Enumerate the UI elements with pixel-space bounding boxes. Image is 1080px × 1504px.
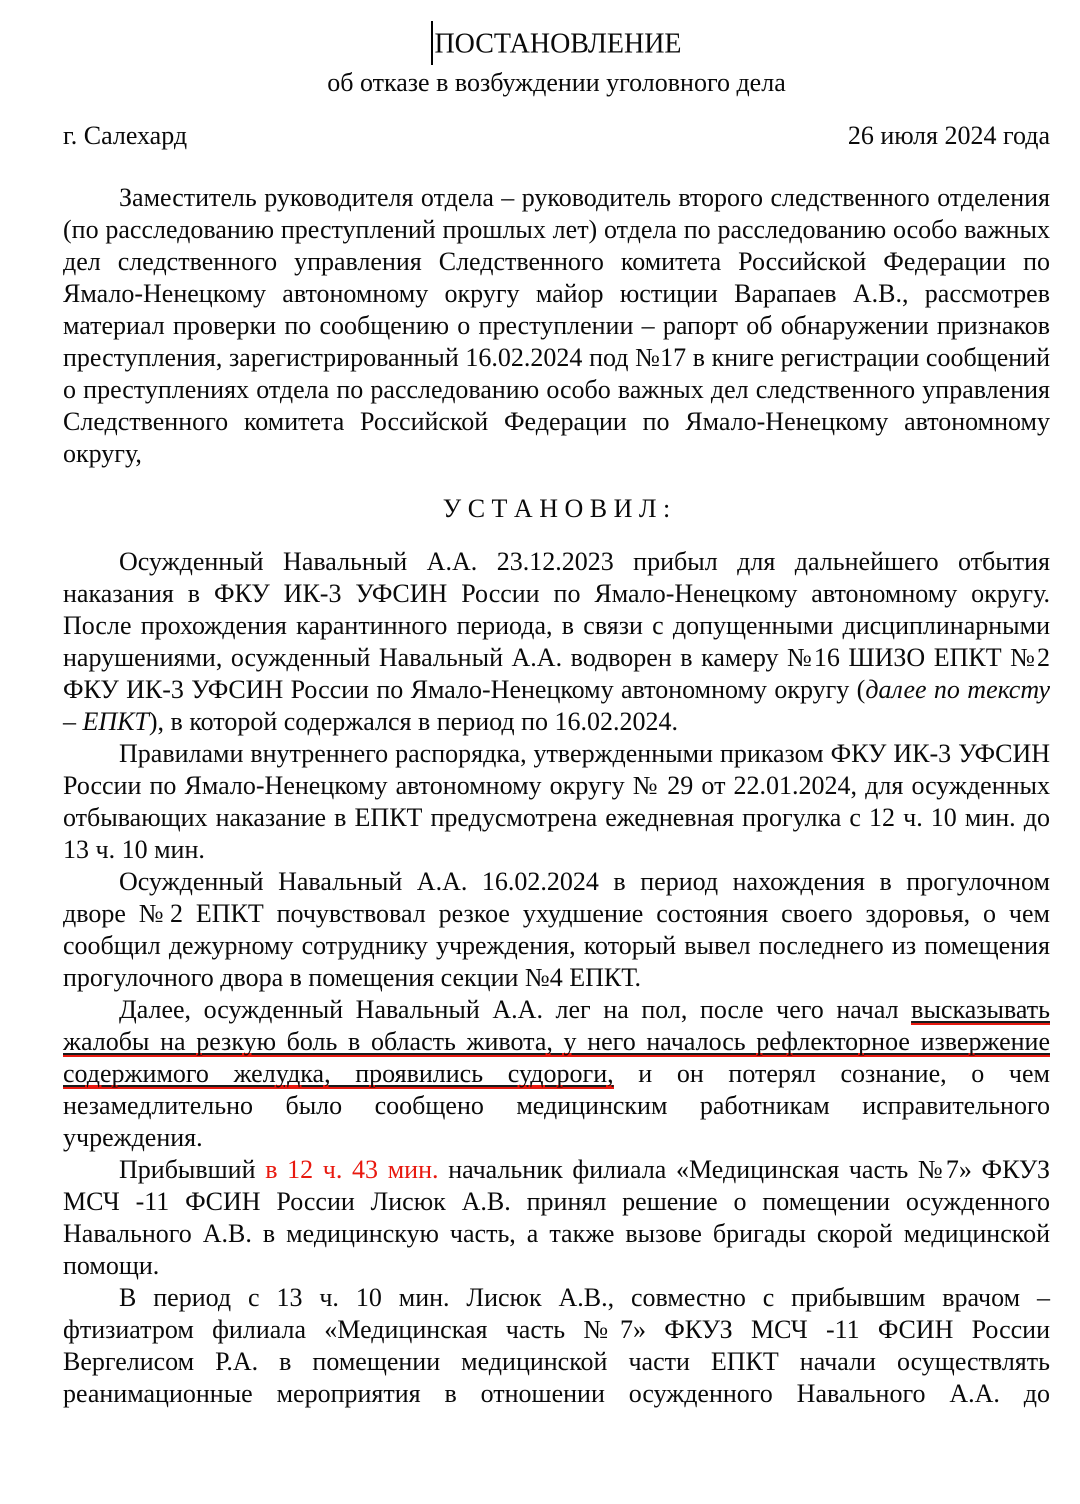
text-cursor [431, 21, 433, 65]
paragraph-walk: Осужденный Навальный А.А. 16.02.2024 в период нахождения в прогулочном дворе №2 ЕПКТ почувствовал резкое ухудшение состояния своего здоровья, о чем сообщил дежурному сотруднику учреждения, который вывел последнего из помещения прогулочного двора в помещения секции №4 ЕПКТ. [63, 867, 1050, 992]
medic-text-start: Прибывший [119, 1155, 266, 1184]
time-highlight: в 12 ч. 43 мин. [265, 1155, 439, 1184]
underlined-symptoms-phrase: высказывать жалобы на резкую боль в область живота, у него началось рефлекторное извержение содержимого желудка, проявились судороги, [63, 995, 1050, 1088]
arrival-text-start: Осужденный Навальный А.А. 23.12.2023 прибыл для дальнейшего отбытия наказания в ФКУ ИК-3 УФСИН России по Ямало-Ненецкому автономному округу. После прохождения карантинного периода, в связи с допущенными дисциплинарными нарушениями, осужденный Навальный А.А. водворен в камеру №16 ШИЗО ЕПКТ №2 ФКУ ИК-3 УФСИН России по Ямало-Ненецкому автономному округу ( [63, 547, 1050, 704]
paragraph-schedule: Правилами внутреннего распорядка, утвержденными приказом ФКУ ИК-3 УФСИН России по Ямало-Ненецкому автономному округу № 29 от 22.01.2024, для осужденных отбывающих наказание в ЕПКТ предусмотрена ежедневная прогулка с 12 ч. 10 мин. до 13 ч. 10 мин. [63, 739, 1050, 864]
paragraph-collapse [63, 994, 1050, 1154]
paragraph-arrival [63, 546, 1050, 738]
paragraph-medic [63, 1154, 1050, 1282]
medic-text-end: начальник филиала «Медицинская часть №7» ФКУЗ МСЧ -11 ФСИН России Лисюк А.В. принял решение о помещении осужденного Навального А.В. в медицинскую часть, а также вызове бригады скорой медицинской помощи. [63, 1155, 1050, 1280]
epkt-abbrev-note: далее по тексту – ЕПКТ [63, 675, 1050, 736]
collapse-text-start: Далее, осужденный Навальный А.А. лег на пол, после чего начал [119, 995, 912, 1024]
arrival-text-end: ), в которой содержался в период по 16.02.2024. [148, 707, 679, 736]
paragraph-resuscitation: В период с 13 ч. 10 мин. Лисюк А.В., совместно с прибывшим врачом – фтизиатром филиала «Медицинская часть №7» ФКУЗ МСЧ -11 ФСИН России Вергелисом Р.А. в помещении медицинской части ЕПКТ начали осуществлять реанимационные мероприятия в отношении осужденного Навального А.А. до [63, 1283, 1050, 1408]
date-label: 26 июля 2024 года [847, 121, 1050, 150]
paragraph-preamble: Заместитель руководителя отдела – руководитель второго следственного отделения (по расследованию преступлений прошлых лет) отдела по расследованию особо важных дел следственного управления Следственного комитета Российской Федерации по Ямало-Ненецкому автономному округу майор юстиции Варапаев А.В., рассмотрев материал проверки по сообщению о преступлении – рапорт об обнаружении признаков преступления, зарегистрированный 16.02.2024 под №17 в книге регистрации сообщений о преступлениях отдела по расследованию особо важных дел следственного управления Следственного комитета Российской Федерации по Ямало-Ненецкому автономному округу, [63, 183, 1050, 468]
document-title: ПОСТАНОВЛЕНИЕ [434, 28, 682, 60]
document-subtitle: об отказе в возбуждении уголовного дела [327, 68, 786, 97]
place-label: г. Салехард [63, 121, 188, 150]
resolved-heading: У С Т А Н О В И Л : [442, 494, 671, 523]
title-block [63, 24, 1050, 98]
dateline [63, 120, 1050, 152]
collapse-text-end: и он потерял сознание, о чем незамедлительно было сообщено медицинским работникам исправительного учреждения. [63, 1059, 1050, 1152]
title-line [63, 24, 1050, 68]
